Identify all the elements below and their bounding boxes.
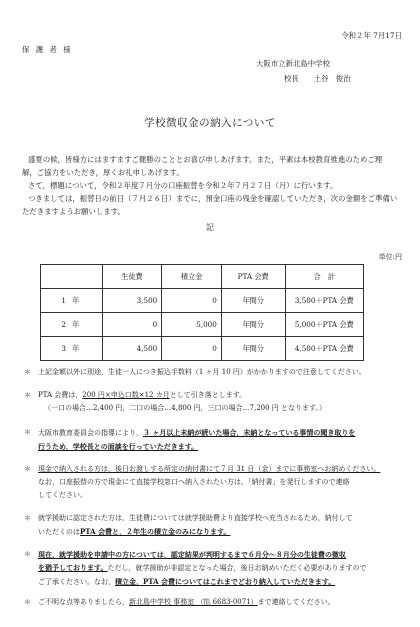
pta-cell: 年間分 xyxy=(221,313,285,337)
fee-table xyxy=(40,264,364,361)
asterisk-icon: ＊ xyxy=(24,391,31,399)
grade-cell: 3 年 xyxy=(41,337,103,361)
note-text-part: まで連絡してください。 xyxy=(257,598,335,606)
note-pta-fee xyxy=(24,389,408,415)
note-text-emphasis: PTA 会費と，２年生の積立金のみになります。 xyxy=(80,527,231,536)
note-arrears xyxy=(24,426,408,453)
table-row xyxy=(41,313,364,337)
note-fee-warning xyxy=(24,366,408,379)
note-text-part: ご不明な点等ありましたら， xyxy=(38,598,129,606)
savings-cell: 0 xyxy=(162,337,222,361)
intro-paragraph-1 xyxy=(22,153,406,179)
note-text-emphasis: 行うため，学校長との面談を行っていただきます。 xyxy=(38,442,199,451)
savings-cell: 0 xyxy=(162,289,222,313)
table-header-pta: PTA 会費 xyxy=(221,265,285,289)
note-text-emphasis: を猶予しております。 xyxy=(38,563,108,572)
asterisk-icon: ＊ xyxy=(24,428,31,436)
note-text xyxy=(38,575,408,589)
intro-line-1a: 盛夏の候，皆様方にはますますご健勝のこととお喜び申しあげます。また，平素は本校教育推進のためご理 xyxy=(28,155,383,164)
savings-cell: 5,000 xyxy=(162,313,222,337)
intro-line-1b: 解，ご協力をいただき，厚くお礼申しあげます。 xyxy=(22,168,184,178)
pta-cell: 年間分 xyxy=(221,289,285,313)
contact-office: 新北島中学校 事務室 （℡ 6683-0071） xyxy=(129,598,258,606)
principal-name: 校長 土谷 俊治 xyxy=(284,74,351,83)
asterisk-icon: ＊ xyxy=(24,598,31,606)
table-row xyxy=(41,337,364,361)
total-cell: 4,500＋PTA 会費 xyxy=(285,337,363,361)
note-text-part: ご了承ください。なお， xyxy=(38,578,115,586)
total-cell: 5,000＋PTA 会費 xyxy=(285,313,363,337)
note-text xyxy=(38,525,408,539)
intro-paragraph-3 xyxy=(22,192,406,218)
asterisk-icon: ＊ xyxy=(24,465,31,473)
table-header-row xyxy=(41,265,364,289)
note-text-underlined: 200 円×申込口数×12 カ月 xyxy=(82,391,170,399)
addressee: 保 護 者 様 xyxy=(22,45,73,54)
grade-cell: 1 年 xyxy=(41,289,103,313)
note-cash-payment xyxy=(24,463,408,502)
note-text-part: 大阪市教育委員会の指導により， xyxy=(38,429,143,437)
page-title: 学校徴収金の納入について xyxy=(144,117,276,129)
intro-line-3a: つきましては，振替日の前日（７月２６日）までに，預金口座の残金を確認していただき，次の金額をご準備い xyxy=(28,194,398,203)
table-header-savings: 積立金 xyxy=(162,265,222,289)
note-text xyxy=(38,389,408,402)
unit-label: 単位:円 xyxy=(378,253,402,261)
table-row xyxy=(41,289,364,313)
note-text xyxy=(38,426,408,440)
note-school-aid xyxy=(24,512,408,539)
note-text-emphasis: ３ ヶ月以上未納が続いた場合，未納となっている事情の聞き取りを xyxy=(143,428,356,437)
note-text-emphasis: 現在，就学援助を申請中の方については，認定結果が判明するまで６月分～８月分の生徒費の徴収 xyxy=(38,550,346,559)
note-text-part: として引き落とします。 xyxy=(169,391,247,399)
issue-date: 令和２年 7月17日 xyxy=(341,31,402,40)
note-text-part: いただくのは xyxy=(38,528,80,536)
note-text: 就学援助に認定された方は，生徒費については就学援助費より直接学校へ充当されるため，納付して xyxy=(38,514,353,522)
note-text: 上記金額以外に別途，生徒一人につき振込手数料（1 ヶ月 10 円）がかかりますので注意してください。 xyxy=(38,368,366,376)
note-text-part: ただし，就学援助が非認定となった場合，後日お納めいただく必要がありますので xyxy=(107,564,367,572)
student-fee-cell: 0 xyxy=(102,313,162,337)
note-text-underlined: 現金で納入される方は，後日お渡しする所定の納付書にて７月 31 日（金）までに事務室へお納めください。 xyxy=(38,465,381,473)
note-contact xyxy=(24,596,408,609)
note-aid-pending xyxy=(24,548,408,589)
total-cell: 3,500＋PTA 会費 xyxy=(285,289,363,313)
student-fee-cell: 3,500 xyxy=(102,289,162,313)
asterisk-icon: ＊ xyxy=(24,514,31,522)
pta-cell: 年間分 xyxy=(221,337,285,361)
asterisk-icon: ＊ xyxy=(24,550,31,558)
note-text: してください。 xyxy=(38,491,87,499)
note-text xyxy=(38,561,408,575)
school-name: 大阪市立新北島中学校 xyxy=(256,59,330,68)
table-header-total: 合 計 xyxy=(285,265,363,289)
ki-heading: 記 xyxy=(206,223,214,232)
student-fee-cell: 4,500 xyxy=(102,337,162,361)
note-text: なお，口座振替の方で現金にて直接学校窓口へ納入されたい方は，「納付書」を発行しますので連絡 xyxy=(38,478,350,486)
note-text-emphasis: 積立金，PTA 会費についてはこれまでどおり納入していただきます。 xyxy=(115,577,336,586)
note-subtext: （一口の場合…2,400 円，二口の場合…4,800 円，三口の場合…7,200 円 となります。） xyxy=(44,404,326,412)
table-header-student-fee: 生徒費 xyxy=(102,265,162,289)
table-header-blank xyxy=(41,265,103,289)
intro-paragraph-2: さて，標題について，令和２年度７月分の口座振替を令和２年７月２７日（月）に行います。 xyxy=(28,181,338,190)
intro-line-3b: ただきますようお願いします。 xyxy=(22,207,125,217)
asterisk-icon: ＊ xyxy=(24,368,31,376)
grade-cell: 2 年 xyxy=(41,313,103,337)
note-text-part: PTA 会費は， xyxy=(38,391,83,399)
note-text xyxy=(38,596,408,609)
